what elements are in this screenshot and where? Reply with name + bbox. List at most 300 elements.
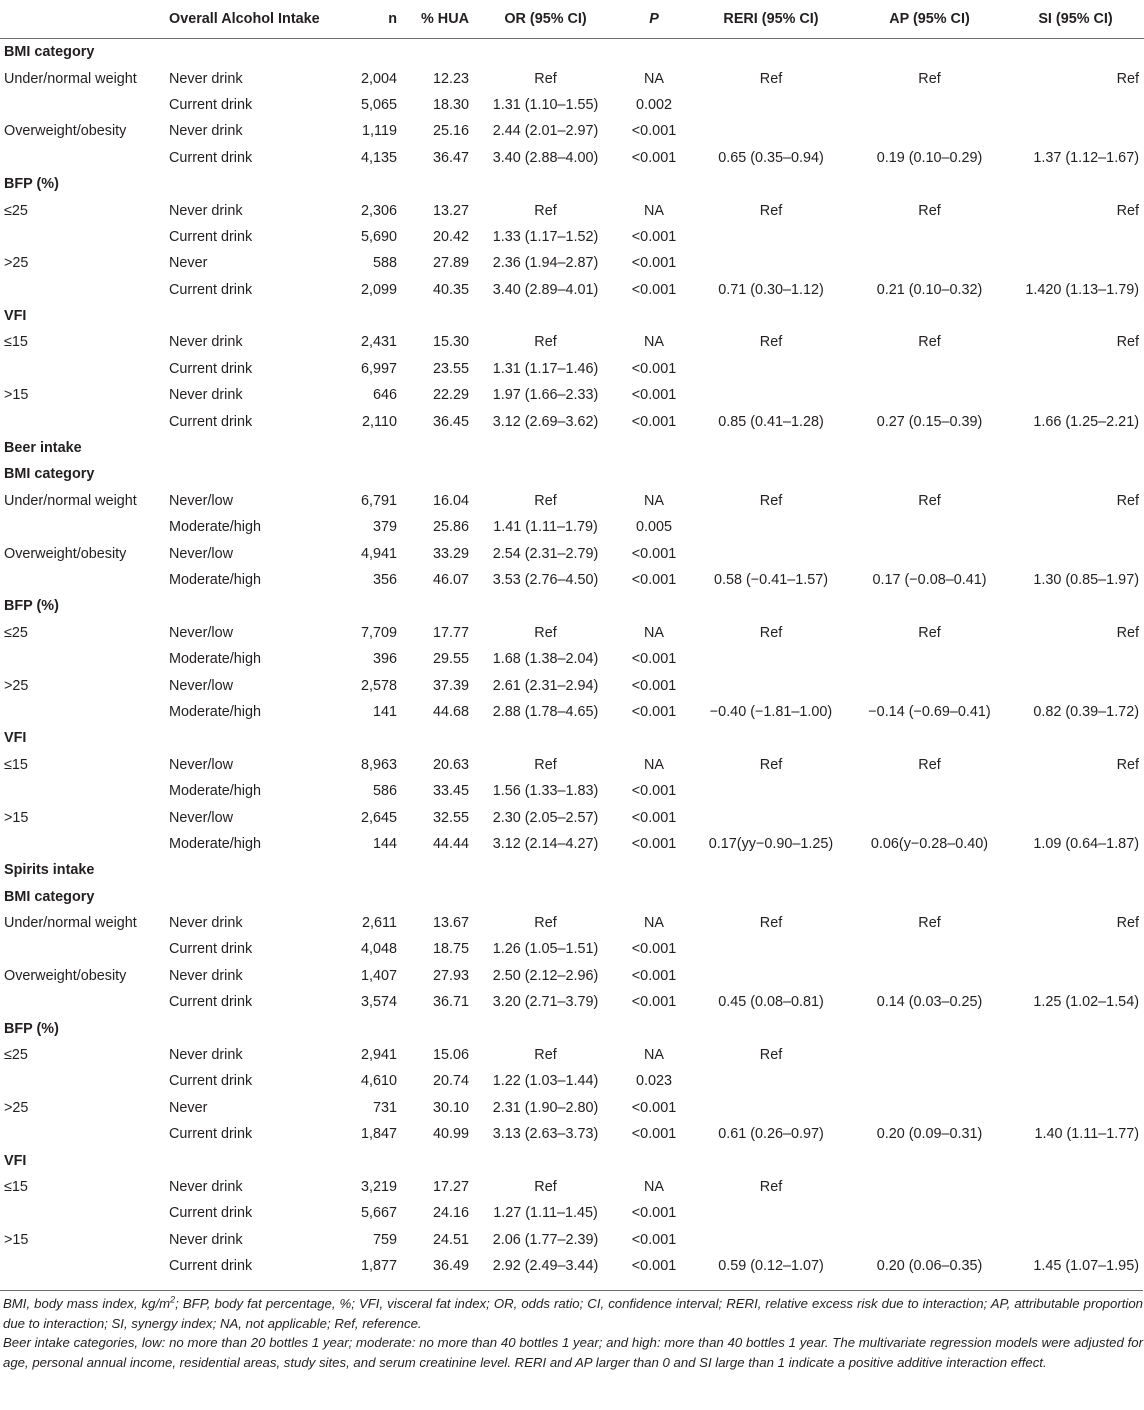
table-row (0, 752, 1144, 778)
cell-hua: 15.06 (432, 1047, 469, 1064)
cell-reri (690, 1200, 852, 1226)
table-row (0, 145, 1144, 171)
cell-reri (690, 963, 852, 989)
cell-p: <0.001 (631, 572, 677, 588)
cell-p: <0.001 (631, 1205, 677, 1222)
table-row (0, 989, 1144, 1015)
cell-hua: 12.23 (432, 70, 469, 87)
header-hua: % HUA (403, 0, 473, 39)
cell-intake: Current drink (169, 1258, 253, 1275)
cell-intake: Never drink (169, 334, 243, 351)
cell-si (1007, 1200, 1144, 1226)
cell-reri: 0.58 (−0.41–1.57) (713, 572, 828, 588)
section-row (0, 39, 1144, 66)
cell-si: 1.420 (1.13–1.79) (1025, 281, 1139, 298)
cell-p: <0.001 (631, 967, 677, 984)
cell-hua: 20.74 (432, 1073, 469, 1090)
cell-ap (852, 1068, 1007, 1094)
cell-hua: 36.49 (432, 1258, 469, 1275)
cell-group (0, 936, 165, 962)
table-row (0, 382, 1144, 408)
cell-si (1007, 963, 1144, 989)
cell-group (0, 778, 165, 804)
cell-ap: Ref (918, 334, 941, 351)
cell-hua: 18.75 (432, 941, 469, 958)
cell-hua: 36.45 (432, 413, 469, 430)
cell-n: 5,690 (360, 228, 397, 245)
cell-ap (852, 936, 1007, 962)
cell-si (1007, 646, 1144, 672)
cell-p: <0.001 (631, 835, 677, 852)
cell-p: NA (644, 70, 664, 87)
cell-group (0, 646, 165, 672)
cell-intake: Never (169, 255, 208, 272)
cell-reri (690, 224, 852, 250)
cell-group: Overweight/obesity (4, 967, 127, 984)
cell-or: 2.30 (2.05–2.57) (492, 809, 599, 826)
cell-intake: Moderate/high (169, 572, 262, 588)
cell-ap (852, 356, 1007, 382)
cell-or: Ref (534, 1178, 557, 1195)
cell-p: <0.001 (631, 1099, 677, 1116)
cell-group (0, 1200, 165, 1226)
cell-n: 1,119 (362, 123, 397, 140)
cell-group (0, 699, 165, 725)
cell-group (0, 1253, 165, 1279)
table-row (0, 963, 1144, 989)
table-row (0, 1200, 1144, 1226)
cell-hua: 16.04 (432, 492, 469, 509)
cell-or: Ref (534, 202, 557, 219)
cell-si: Ref (1116, 756, 1139, 773)
cell-n: 2,941 (360, 1047, 397, 1064)
cell-intake: Never drink (169, 387, 243, 404)
cell-ap: 0.21 (0.10–0.32) (876, 281, 983, 298)
cell-n: 2,431 (360, 334, 397, 351)
section-row (0, 884, 1144, 910)
cell-p: 0.005 (635, 519, 672, 536)
cell-p: NA (644, 334, 664, 351)
cell-hua: 13.67 (432, 915, 469, 932)
table-row (0, 1042, 1144, 1068)
cell-si: 1.25 (1.02–1.54) (1033, 994, 1139, 1011)
cell-hua: 20.63 (432, 756, 469, 773)
cell-reri (690, 1068, 852, 1094)
cell-ap (852, 778, 1007, 804)
cell-si: 1.09 (0.64–1.87) (1033, 835, 1139, 852)
cell-intake: Current drink (169, 149, 253, 166)
cell-intake: Current drink (169, 96, 253, 113)
cell-intake: Current drink (169, 994, 253, 1011)
cell-group: ≤25 (4, 624, 28, 641)
cell-hua: 17.27 (432, 1178, 469, 1195)
cell-group: >15 (4, 387, 29, 404)
cell-group: >25 (4, 255, 29, 272)
cell-hua: 25.86 (432, 519, 469, 536)
header-ap: AP (95% CI) (852, 0, 1007, 39)
cell-si: 1.37 (1.12–1.67) (1033, 149, 1139, 166)
section-row (0, 303, 1144, 329)
table-row (0, 910, 1144, 936)
cell-intake: Moderate/high (169, 783, 262, 800)
cell-group (0, 145, 165, 171)
cell-reri: 0.17(yy−0.90–1.25) (708, 835, 834, 852)
cell-ap: Ref (918, 915, 941, 932)
cell-n: 731 (372, 1099, 397, 1116)
cell-si (1007, 118, 1144, 144)
section-label: BMI category (4, 466, 95, 483)
cell-n: 2,306 (360, 202, 397, 219)
cell-ap (852, 250, 1007, 276)
cell-p: <0.001 (631, 360, 677, 377)
cell-reri: 0.61 (0.26–0.97) (718, 1126, 824, 1143)
cell-p: NA (644, 756, 664, 773)
cell-intake: Never drink (169, 70, 243, 87)
table-row (0, 1121, 1144, 1147)
cell-n: 588 (372, 255, 397, 272)
cell-group: Overweight/obesity (4, 123, 127, 140)
cell-n: 1,407 (360, 967, 397, 984)
cell-n: 6,997 (360, 360, 397, 377)
cell-si: 1.45 (1.07–1.95) (1033, 1258, 1139, 1275)
cell-hua: 24.16 (432, 1205, 469, 1222)
cell-or: 1.31 (1.10–1.55) (492, 96, 599, 113)
cell-p: <0.001 (631, 941, 677, 958)
section-label: BFP (%) (4, 598, 59, 615)
cell-ap (852, 963, 1007, 989)
footnote-abbreviations (3, 1294, 1143, 1333)
cell-hua: 29.55 (432, 651, 469, 668)
section-row (0, 461, 1144, 487)
cell-ap (852, 382, 1007, 408)
cell-intake: Current drink (169, 413, 253, 430)
cell-p: <0.001 (631, 703, 677, 720)
section-label: BFP (%) (4, 1020, 59, 1037)
table-row (0, 646, 1144, 672)
cell-hua: 32.55 (432, 809, 469, 826)
cell-n: 646 (372, 387, 397, 404)
cell-si (1007, 936, 1144, 962)
section-label: VFI (4, 730, 27, 747)
cell-intake: Never (169, 1099, 208, 1116)
cell-intake: Moderate/high (169, 703, 262, 720)
cell-p: <0.001 (631, 281, 677, 298)
header-reri: RERI (95% CI) (690, 0, 852, 39)
cell-intake: Current drink (169, 360, 253, 377)
cell-intake: Current drink (169, 1205, 253, 1222)
cell-reri (690, 356, 852, 382)
cell-hua: 44.44 (432, 835, 469, 852)
cell-intake: Moderate/high (169, 519, 262, 536)
cell-si: 0.82 (0.39–1.72) (1033, 703, 1139, 720)
cell-p: <0.001 (631, 809, 677, 826)
cell-n: 356 (372, 572, 397, 588)
table-row (0, 197, 1144, 223)
table-row (0, 65, 1144, 91)
cell-p: 0.002 (635, 96, 672, 113)
cell-n: 4,941 (360, 545, 397, 562)
cell-or: 1.26 (1.05–1.51) (492, 941, 599, 958)
cell-reri (690, 672, 852, 698)
cell-reri: Ref (759, 70, 783, 87)
cell-reri: Ref (759, 492, 783, 509)
cell-reri: Ref (759, 1047, 783, 1064)
cell-intake: Moderate/high (169, 651, 262, 668)
cell-ap: 0.19 (0.10–0.29) (876, 149, 983, 166)
cell-intake: Never/low (169, 809, 233, 826)
cell-reri: Ref (759, 756, 783, 773)
cell-or: 3.40 (2.88–4.00) (492, 149, 599, 166)
table-row (0, 356, 1144, 382)
cell-or: 1.31 (1.17–1.46) (492, 360, 599, 377)
cell-n: 141 (372, 703, 397, 720)
cell-reri: Ref (759, 624, 783, 641)
cell-group: ≤25 (4, 1047, 28, 1064)
section-label: BMI category (4, 888, 95, 905)
header-si: SI (95% CI) (1007, 0, 1144, 39)
cell-or: 3.12 (2.69–3.62) (492, 413, 599, 430)
cell-hua: 24.51 (432, 1231, 469, 1248)
cell-p: <0.001 (631, 1258, 677, 1275)
section-label: BFP (%) (4, 176, 59, 193)
cell-or: 2.06 (1.77–2.39) (492, 1231, 599, 1248)
table-row (0, 936, 1144, 962)
table-row (0, 1095, 1144, 1121)
cell-n: 4,610 (360, 1073, 397, 1090)
cell-intake: Moderate/high (169, 835, 262, 852)
cell-p: <0.001 (631, 1126, 677, 1143)
cell-group (0, 277, 165, 303)
cell-group: >25 (4, 1099, 29, 1116)
cell-or: 2.61 (2.31–2.94) (492, 677, 599, 694)
cell-ap: Ref (918, 624, 941, 641)
cell-reri: Ref (759, 915, 783, 932)
cell-ap (852, 1227, 1007, 1253)
cell-n: 2,004 (360, 70, 397, 87)
cell-n: 3,219 (360, 1178, 397, 1195)
cell-intake: Never/low (169, 677, 233, 694)
header-or: OR (95% CI) (473, 0, 618, 39)
cell-reri (690, 118, 852, 144)
cell-si (1007, 1174, 1144, 1200)
cell-intake: Never drink (169, 202, 243, 219)
cell-si (1007, 92, 1144, 118)
cell-ap (852, 1200, 1007, 1226)
cell-reri: 0.71 (0.30–1.12) (718, 281, 824, 298)
cell-or: 1.68 (1.38–2.04) (492, 651, 599, 668)
cell-p: <0.001 (631, 387, 677, 404)
cell-or: 2.44 (2.01–2.97) (492, 123, 599, 140)
cell-reri (690, 382, 852, 408)
cell-intake: Current drink (169, 1126, 253, 1143)
cell-hua: 15.30 (432, 334, 469, 351)
header-row (0, 0, 1144, 39)
cell-n: 5,065 (360, 96, 397, 113)
cell-group: ≤15 (4, 1178, 28, 1195)
cell-p: NA (644, 1047, 664, 1064)
footnote-abbrev-sup: 2 (170, 1294, 176, 1305)
section-row (0, 593, 1144, 619)
table-row (0, 1174, 1144, 1200)
cell-reri: Ref (759, 334, 783, 351)
cell-hua: 33.29 (432, 545, 469, 562)
cell-or: 1.97 (1.66–2.33) (492, 387, 599, 404)
cell-reri: −0.40 (−1.81–1.00) (709, 703, 833, 720)
cell-hua: 40.99 (432, 1126, 469, 1143)
cell-n: 2,110 (362, 413, 397, 430)
cell-hua: 40.35 (432, 281, 469, 298)
cell-hua: 22.29 (432, 387, 469, 404)
cell-intake: Never/low (169, 756, 233, 773)
cell-p: <0.001 (631, 651, 677, 668)
cell-ap: 0.06(y−0.28–0.40) (870, 835, 989, 852)
cell-p: NA (644, 1178, 664, 1195)
section-label: Spirits intake (4, 862, 95, 879)
cell-ap (852, 92, 1007, 118)
cell-or: 1.27 (1.11–1.45) (493, 1205, 598, 1222)
cell-ap (852, 804, 1007, 830)
cell-si: Ref (1116, 334, 1139, 351)
cell-hua: 44.68 (432, 703, 469, 720)
cell-reri (690, 92, 852, 118)
cell-p: NA (644, 492, 664, 509)
cell-reri: 0.85 (0.41–1.28) (718, 413, 824, 430)
table-row (0, 1068, 1144, 1094)
table-body (0, 39, 1144, 1280)
table-row (0, 224, 1144, 250)
cell-group (0, 831, 165, 857)
cell-p: <0.001 (631, 149, 677, 166)
cell-reri (690, 646, 852, 672)
cell-group: ≤25 (4, 202, 28, 219)
cell-ap (852, 224, 1007, 250)
cell-reri (690, 1227, 852, 1253)
cell-p: <0.001 (631, 228, 677, 245)
cell-group: Under/normal weight (4, 915, 137, 932)
cell-reri (690, 514, 852, 540)
table-row (0, 540, 1144, 566)
cell-intake: Current drink (169, 941, 253, 958)
cell-ap (852, 1174, 1007, 1200)
cell-or: Ref (534, 492, 557, 509)
cell-reri: Ref (759, 1178, 783, 1195)
cell-intake: Current drink (169, 281, 253, 298)
cell-si (1007, 356, 1144, 382)
cell-si (1007, 540, 1144, 566)
table-row (0, 92, 1144, 118)
cell-intake: Never/low (169, 624, 233, 641)
cell-p: NA (644, 915, 664, 932)
table-row (0, 329, 1144, 355)
cell-or: 2.31 (1.90–2.80) (492, 1099, 599, 1116)
table-row (0, 831, 1144, 857)
table-row (0, 699, 1144, 725)
cell-n: 8,963 (360, 756, 397, 773)
cell-si: Ref (1116, 492, 1139, 509)
cell-intake: Never/low (169, 545, 233, 562)
cell-si (1007, 1042, 1144, 1068)
cell-si: Ref (1116, 915, 1139, 932)
cell-n: 1,877 (360, 1258, 397, 1275)
cell-intake: Never drink (169, 1178, 243, 1195)
section-row (0, 725, 1144, 751)
cell-reri (690, 1095, 852, 1121)
cell-p: <0.001 (631, 123, 677, 140)
cell-si: Ref (1116, 624, 1139, 641)
cell-ap: 0.27 (0.15–0.39) (876, 413, 983, 430)
section-row (0, 435, 1144, 461)
cell-p: <0.001 (631, 1231, 677, 1248)
cell-intake: Current drink (169, 1073, 253, 1090)
section-label: VFI (4, 1152, 27, 1169)
cell-or: Ref (534, 756, 557, 773)
header-intake: Overall Alcohol Intake (165, 0, 335, 39)
cell-ap: Ref (918, 202, 941, 219)
cell-ap: −0.14 (−0.69–0.41) (868, 703, 991, 720)
cell-group (0, 356, 165, 382)
cell-n: 144 (372, 835, 397, 852)
cell-si (1007, 1068, 1144, 1094)
cell-ap: 0.14 (0.03–0.25) (876, 994, 983, 1011)
cell-reri: 0.65 (0.35–0.94) (718, 149, 824, 166)
cell-ap (852, 118, 1007, 144)
cell-reri (690, 804, 852, 830)
cell-or: 2.36 (1.94–2.87) (492, 255, 599, 272)
cell-hua: 25.16 (432, 123, 469, 140)
cell-reri: 0.59 (0.12–1.07) (718, 1258, 824, 1275)
cell-p: <0.001 (631, 994, 677, 1011)
cell-n: 5,667 (360, 1205, 397, 1222)
cell-si (1007, 224, 1144, 250)
cell-or: 3.40 (2.89–4.01) (492, 281, 599, 298)
cell-group (0, 989, 165, 1015)
cell-or: Ref (534, 70, 557, 87)
cell-group (0, 567, 165, 593)
cell-si: Ref (1116, 70, 1139, 87)
cell-group: >15 (4, 809, 29, 826)
cell-p: <0.001 (631, 783, 677, 800)
cell-or: Ref (534, 915, 557, 932)
cell-group: ≤15 (4, 756, 28, 773)
cell-or: 3.53 (2.76–4.50) (492, 572, 599, 588)
cell-p: NA (644, 624, 664, 641)
cell-si (1007, 804, 1144, 830)
table-row (0, 567, 1144, 593)
cell-ap: Ref (918, 70, 941, 87)
cell-intake: Never/low (169, 492, 233, 509)
cell-n: 2,645 (360, 809, 397, 826)
cell-si (1007, 672, 1144, 698)
section-row (0, 171, 1144, 197)
cell-group (0, 514, 165, 540)
cell-group: >15 (4, 1231, 29, 1248)
cell-si: 1.66 (1.25–2.21) (1033, 413, 1139, 430)
cell-si (1007, 382, 1144, 408)
cell-or: 3.20 (2.71–3.79) (492, 994, 599, 1011)
cell-or: Ref (534, 334, 557, 351)
cell-or: Ref (534, 1047, 557, 1064)
table-footnotes (0, 1290, 1143, 1372)
cell-group (0, 1068, 165, 1094)
cell-si (1007, 250, 1144, 276)
cell-hua: 36.71 (432, 994, 469, 1011)
cell-n: 4,135 (360, 149, 397, 166)
section-row (0, 1147, 1144, 1173)
cell-ap: Ref (918, 492, 941, 509)
cell-group: ≤15 (4, 334, 28, 351)
cell-or: 1.41 (1.11–1.79) (493, 519, 598, 536)
cell-reri (690, 778, 852, 804)
